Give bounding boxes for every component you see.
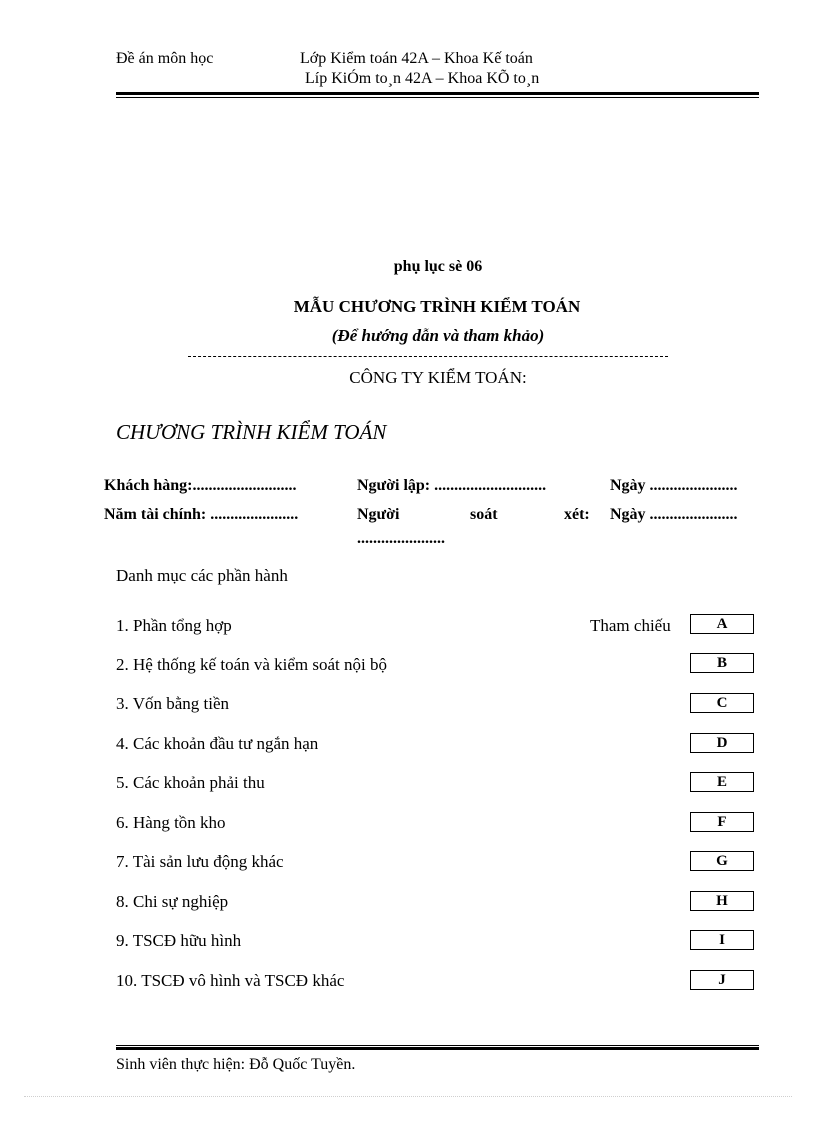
reviewed-by-word1: Người xyxy=(357,506,400,523)
client-field: Khách hàng:.......................... xyxy=(104,477,297,494)
section-label: 9. TSCĐ hữu hình xyxy=(116,931,242,950)
course-label: Đề án môn học xyxy=(116,50,214,67)
section-ref-box: I xyxy=(690,930,754,950)
section-ref-box: G xyxy=(690,851,754,871)
section-ref-box: H xyxy=(690,891,754,911)
prepared-by-field: Người lập: ............................ xyxy=(357,477,547,494)
class-label-encoded: Líp KiÓm to¸n 42A – Khoa KÕ to¸n xyxy=(305,70,540,87)
section-ref-box: B xyxy=(690,653,754,673)
date-field-1: Ngày ...................... xyxy=(610,477,738,494)
section-label: 5. Các khoản phải thu xyxy=(116,773,265,792)
section-label: 1. Phần tổng hợp xyxy=(116,616,232,635)
reviewed-by-dots: ...................... xyxy=(357,530,445,547)
page-edge-dots xyxy=(24,1096,792,1097)
section-ref-box: J xyxy=(690,970,754,990)
separator-dashes xyxy=(188,356,668,357)
sections-heading: Danh mục các phần hành xyxy=(116,566,288,585)
fiscal-year-field: Năm tài chính: ...................... xyxy=(104,506,299,523)
section-label: 6. Hàng tồn kho xyxy=(116,813,226,832)
section-ref-box: C xyxy=(690,693,754,713)
audit-company-label: CÔNG TY KIỂM TOÁN: xyxy=(349,368,527,387)
header-rule-thick xyxy=(116,92,759,95)
section-label: 10. TSCĐ vô hình và TSCĐ khác xyxy=(116,971,345,990)
header-rule-thin xyxy=(116,97,759,98)
section-label: 2. Hệ thống kế toán và kiểm soát nội bộ xyxy=(116,655,388,674)
footer-rule-thick xyxy=(116,1047,759,1050)
class-label: Lớp Kiểm toán 42A – Khoa Kế toán xyxy=(300,50,533,67)
reference-label: Tham chiếu xyxy=(590,616,671,635)
student-credit: Sinh viên thực hiện: Đỗ Quốc Tuyền. xyxy=(116,1056,356,1073)
appendix-title: MẪU CHƯƠNG TRÌNH KIỂM TOÁN xyxy=(293,297,581,316)
section-label: 7. Tài sản lưu động khác xyxy=(116,852,284,871)
section-label: 4. Các khoản đầu tư ngắn hạn xyxy=(116,734,319,753)
section-label: 8. Chi sự nghiệp xyxy=(116,892,229,911)
program-title: CHƯƠNG TRÌNH KIỂM TOÁN xyxy=(116,420,387,444)
reviewed-by-word2: soát xyxy=(470,506,498,523)
section-label: 3. Vốn bằng tiền xyxy=(116,694,230,713)
appendix-number: phụ lục sè 06 xyxy=(393,258,483,275)
reviewed-by-word3: xét: xyxy=(564,506,590,523)
appendix-subtitle: (Để hướng dẫn và tham khảo) xyxy=(331,326,545,345)
date-field-2: Ngày ...................... xyxy=(610,506,738,523)
section-ref-box: D xyxy=(690,733,754,753)
section-ref-box: F xyxy=(690,812,754,832)
section-ref-box: A xyxy=(690,614,754,634)
section-ref-box: E xyxy=(690,772,754,792)
footer-rule-thin xyxy=(116,1045,759,1046)
